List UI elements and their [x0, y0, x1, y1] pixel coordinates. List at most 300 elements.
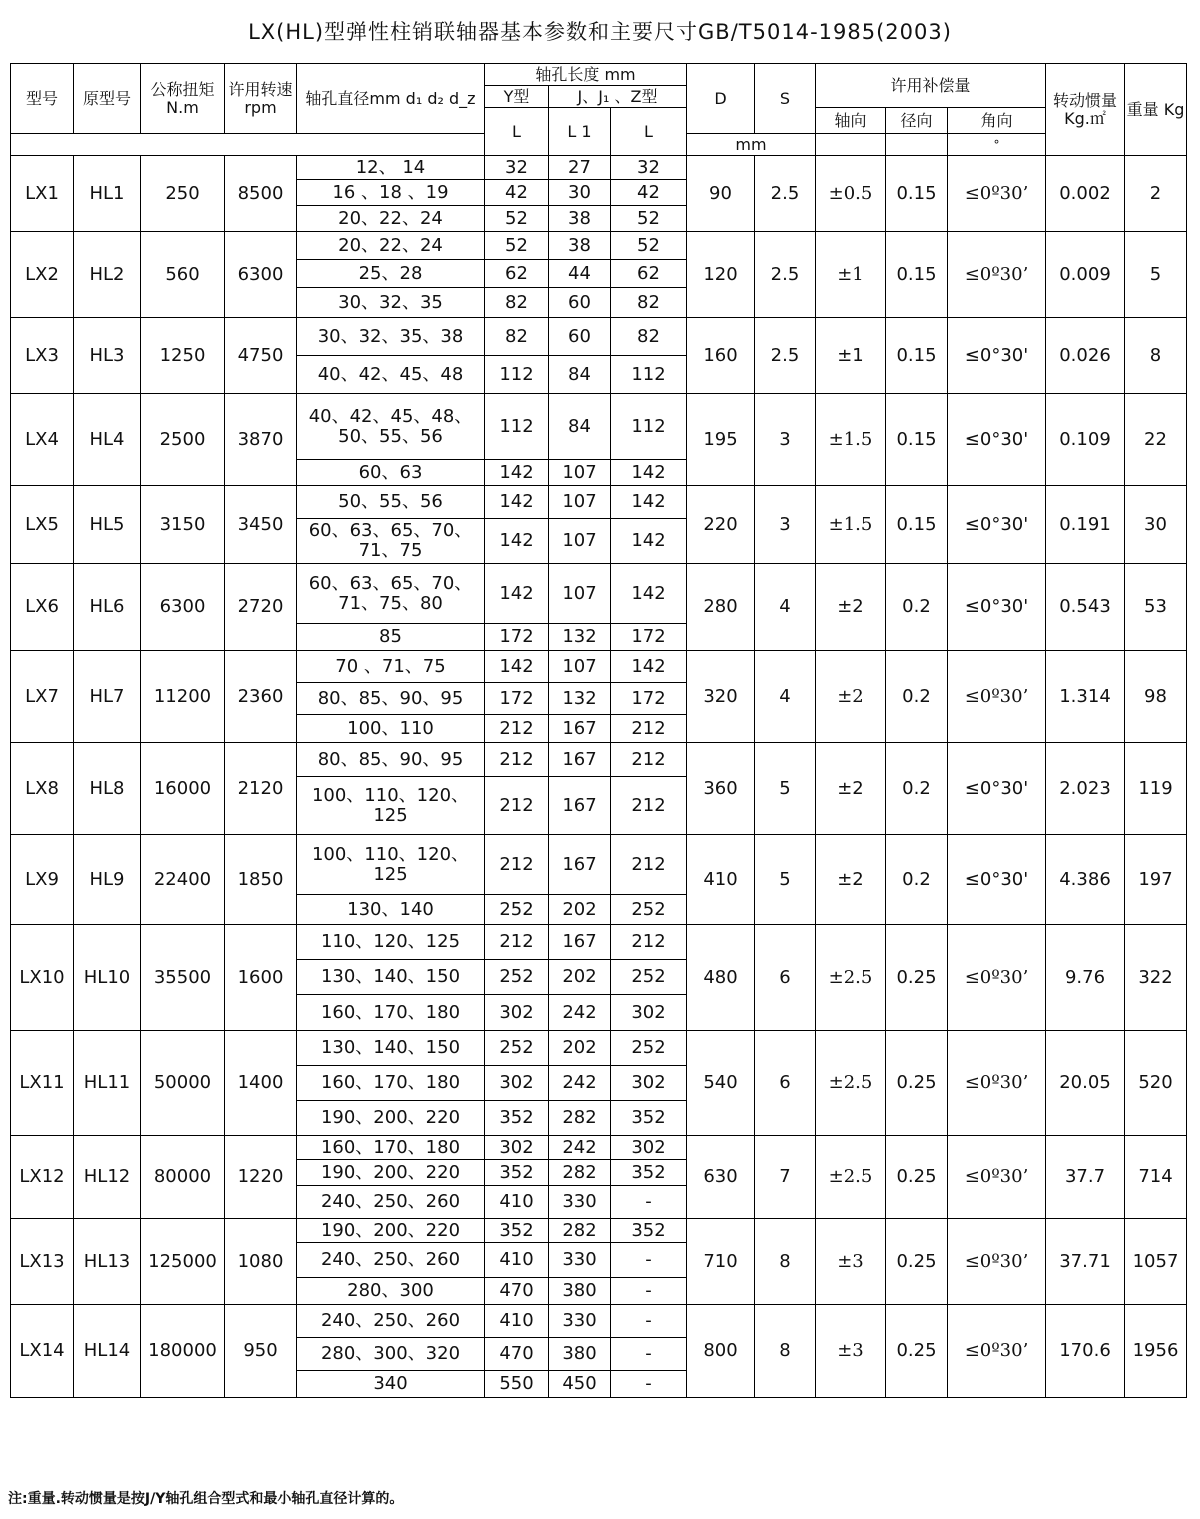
weight-cell: 98 — [1125, 651, 1187, 743]
bore-diameter-cell: 240、250、260 — [297, 1186, 485, 1219]
length-L1-cell: 167 — [549, 743, 611, 777]
orig-model-cell: HL12 — [74, 1136, 141, 1219]
length-L-cell: 52 — [485, 232, 549, 260]
table-row — [11, 232, 1187, 260]
weight-cell: 714 — [1125, 1136, 1187, 1219]
inertia-cell: 37.71 — [1046, 1219, 1125, 1305]
bore-diameter-cell: 70 、71、75 — [297, 651, 485, 683]
length-L-cell: 302 — [485, 995, 549, 1031]
length-L1-cell: 167 — [549, 835, 611, 895]
length-L1-cell: 132 — [549, 624, 611, 651]
length-L1-cell: 38 — [549, 232, 611, 260]
angular-cell: ≤0°30' — [948, 743, 1046, 835]
length-L-cell: 142 — [485, 564, 549, 624]
header-blank — [11, 134, 485, 156]
table-row — [11, 394, 1187, 460]
bore-diameter-cell: 340 — [297, 1371, 485, 1398]
bore-diameter-cell: 85 — [297, 624, 485, 651]
table-row — [11, 743, 1187, 777]
angular-cell: ≤0º30’ — [948, 156, 1046, 232]
D-cell: 360 — [687, 743, 755, 835]
length-Lz-cell: 142 — [611, 651, 687, 683]
inertia-cell: 0.009 — [1046, 232, 1125, 318]
length-L1-cell: 282 — [549, 1219, 611, 1243]
orig-model-cell: HL11 — [74, 1031, 141, 1136]
torque-cell: 3150 — [141, 486, 225, 564]
S-cell: 4 — [755, 564, 816, 651]
weight-cell: 322 — [1125, 925, 1187, 1031]
weight-cell: 520 — [1125, 1031, 1187, 1136]
length-L-cell: 352 — [485, 1101, 549, 1136]
model-cell: LX14 — [11, 1305, 74, 1398]
speed-cell: 6300 — [225, 232, 297, 318]
weight-cell: 1956 — [1125, 1305, 1187, 1398]
bore-diameter-cell: 100、110、120、 125 — [297, 835, 485, 895]
weight-cell: 2 — [1125, 156, 1187, 232]
S-cell: 3 — [755, 486, 816, 564]
axial-cell: ±0.5 — [816, 156, 886, 232]
orig-model-cell: HL3 — [74, 318, 141, 394]
S-cell: 6 — [755, 925, 816, 1031]
orig-model-cell: HL10 — [74, 925, 141, 1031]
header-radial: 径向 — [886, 108, 948, 134]
length-Lz-cell: 142 — [611, 486, 687, 519]
bore-diameter-cell: 30、32、35 — [297, 288, 485, 318]
bore-diameter-cell: 240、250、260 — [297, 1305, 485, 1338]
inertia-cell: 170.6 — [1046, 1305, 1125, 1398]
angular-cell: ≤0º30’ — [948, 1031, 1046, 1136]
length-Lz-cell: - — [611, 1371, 687, 1398]
weight-cell: 30 — [1125, 486, 1187, 564]
length-Lz-cell: 82 — [611, 318, 687, 356]
header-bore-diameter: 轴孔直径mm d₁ d₂ d_z — [297, 64, 485, 134]
length-L1-cell: 330 — [549, 1186, 611, 1219]
inertia-cell: 0.191 — [1046, 486, 1125, 564]
length-L1-cell: 167 — [549, 777, 611, 835]
bore-diameter-cell: 130、140 — [297, 895, 485, 925]
bore-diameter-cell: 100、110 — [297, 715, 485, 743]
angular-cell: ≤0°30' — [948, 394, 1046, 486]
S-cell: 5 — [755, 743, 816, 835]
bore-diameter-cell: 130、140、150 — [297, 1031, 485, 1066]
length-Lz-cell: 32 — [611, 156, 687, 180]
length-Lz-cell: 302 — [611, 995, 687, 1031]
length-Lz-cell: 302 — [611, 1066, 687, 1101]
speed-cell: 3870 — [225, 394, 297, 486]
radial-cell: 0.15 — [886, 394, 948, 486]
length-L-cell: 142 — [485, 460, 549, 486]
torque-cell: 180000 — [141, 1305, 225, 1398]
bore-diameter-cell: 40、42、45、48 — [297, 356, 485, 394]
inertia-cell: 4.386 — [1046, 835, 1125, 925]
model-cell: LX4 — [11, 394, 74, 486]
D-cell: 120 — [687, 232, 755, 318]
axial-cell: ±2.5 — [816, 925, 886, 1031]
model-cell: LX7 — [11, 651, 74, 743]
header-j-z-type: J、J₁ 、Z型 — [549, 86, 687, 108]
length-L-cell: 62 — [485, 260, 549, 288]
speed-cell: 1400 — [225, 1031, 297, 1136]
length-L-cell: 252 — [485, 1031, 549, 1066]
angular-cell: ≤0º30’ — [948, 1136, 1046, 1219]
torque-cell: 80000 — [141, 1136, 225, 1219]
table-row — [11, 1305, 1187, 1338]
model-cell: LX3 — [11, 318, 74, 394]
torque-cell: 11200 — [141, 651, 225, 743]
length-Lz-cell: 52 — [611, 232, 687, 260]
length-L1-cell: 202 — [549, 960, 611, 995]
length-L-cell: 410 — [485, 1186, 549, 1219]
table-row — [11, 925, 1187, 960]
length-L1-cell: 107 — [549, 460, 611, 486]
D-cell: 280 — [687, 564, 755, 651]
length-Lz-cell: 112 — [611, 394, 687, 460]
bore-diameter-cell: 160、170、180 — [297, 995, 485, 1031]
D-cell: 800 — [687, 1305, 755, 1398]
length-L-cell: 470 — [485, 1278, 549, 1305]
length-L-cell: 550 — [485, 1371, 549, 1398]
axial-cell: ±2 — [816, 651, 886, 743]
bore-diameter-cell: 60、63 — [297, 460, 485, 486]
length-Lz-cell: 172 — [611, 624, 687, 651]
axial-cell: ±1 — [816, 318, 886, 394]
bore-diameter-cell: 60、63、65、70、 71、75 — [297, 519, 485, 564]
speed-cell: 1220 — [225, 1136, 297, 1219]
bore-diameter-cell: 130、140、150 — [297, 960, 485, 995]
header-torque: 公称扭矩 N.m — [141, 64, 225, 134]
inertia-cell: 2.023 — [1046, 743, 1125, 835]
radial-cell: 0.15 — [886, 232, 948, 318]
length-L-cell: 32 — [485, 156, 549, 180]
length-L-cell: 352 — [485, 1219, 549, 1243]
header-model: 型号 — [11, 64, 74, 134]
angular-cell: ≤0º30’ — [948, 651, 1046, 743]
length-Lz-cell: 212 — [611, 777, 687, 835]
header-blank-radial — [886, 134, 948, 156]
table-header — [11, 64, 1187, 156]
model-cell: LX13 — [11, 1219, 74, 1305]
length-Lz-cell: 62 — [611, 260, 687, 288]
length-L-cell: 302 — [485, 1136, 549, 1160]
length-Lz-cell: - — [611, 1278, 687, 1305]
angular-cell: ≤0°30' — [948, 564, 1046, 651]
angular-cell: ≤0º30’ — [948, 1305, 1046, 1398]
length-Lz-cell: 82 — [611, 288, 687, 318]
length-L1-cell: 107 — [549, 651, 611, 683]
table-body — [11, 156, 1187, 1398]
S-cell: 5 — [755, 835, 816, 925]
orig-model-cell: HL9 — [74, 835, 141, 925]
inertia-cell: 37.7 — [1046, 1136, 1125, 1219]
inertia-cell: 9.76 — [1046, 925, 1125, 1031]
model-cell: LX2 — [11, 232, 74, 318]
length-Lz-cell: 112 — [611, 356, 687, 394]
orig-model-cell: HL2 — [74, 232, 141, 318]
length-Lz-cell: 352 — [611, 1219, 687, 1243]
length-Lz-cell: 252 — [611, 960, 687, 995]
D-cell: 90 — [687, 156, 755, 232]
length-L-cell: 410 — [485, 1243, 549, 1278]
D-cell: 710 — [687, 1219, 755, 1305]
torque-cell: 16000 — [141, 743, 225, 835]
length-L-cell: 172 — [485, 683, 549, 715]
D-cell: 630 — [687, 1136, 755, 1219]
D-cell: 540 — [687, 1031, 755, 1136]
D-cell: 160 — [687, 318, 755, 394]
model-cell: LX12 — [11, 1136, 74, 1219]
radial-cell: 0.2 — [886, 651, 948, 743]
bore-diameter-cell: 280、300 — [297, 1278, 485, 1305]
radial-cell: 0.25 — [886, 925, 948, 1031]
length-Lz-cell: 302 — [611, 1136, 687, 1160]
angular-cell: ≤0°30' — [948, 486, 1046, 564]
length-L1-cell: 167 — [549, 925, 611, 960]
header-L1: L 1 — [549, 108, 611, 156]
S-cell: 3 — [755, 394, 816, 486]
orig-model-cell: HL4 — [74, 394, 141, 486]
axial-cell: ±3 — [816, 1305, 886, 1398]
bore-diameter-cell: 25、28 — [297, 260, 485, 288]
bore-diameter-cell: 16 、18 、19 — [297, 180, 485, 206]
length-L1-cell: 330 — [549, 1243, 611, 1278]
bore-diameter-cell: 60、63、65、70、 71、75、80 — [297, 564, 485, 624]
bore-diameter-cell: 240、250、260 — [297, 1243, 485, 1278]
header-y-type: Y型 — [485, 86, 549, 108]
torque-cell: 125000 — [141, 1219, 225, 1305]
length-L-cell: 82 — [485, 318, 549, 356]
table-row — [11, 318, 1187, 356]
radial-cell: 0.25 — [886, 1136, 948, 1219]
header-mm: mm — [687, 134, 816, 156]
page-title: LX(HL)型弹性柱销联轴器基本参数和主要尺寸GB/T5014-1985(2003) — [248, 20, 952, 44]
speed-cell: 4750 — [225, 318, 297, 394]
table-row — [11, 486, 1187, 519]
orig-model-cell: HL1 — [74, 156, 141, 232]
length-Lz-cell: - — [611, 1338, 687, 1371]
header-L-z: L — [611, 108, 687, 156]
D-cell: 220 — [687, 486, 755, 564]
weight-cell: 5 — [1125, 232, 1187, 318]
header-weight: 重量 Kg — [1125, 64, 1187, 156]
speed-cell: 950 — [225, 1305, 297, 1398]
length-Lz-cell: - — [611, 1243, 687, 1278]
orig-model-cell: HL7 — [74, 651, 141, 743]
angular-cell: ≤0º30’ — [948, 232, 1046, 318]
header-inertia: 转动惯量 Kg.㎡ — [1046, 64, 1125, 156]
length-L1-cell: 167 — [549, 715, 611, 743]
orig-model-cell: HL5 — [74, 486, 141, 564]
length-L1-cell: 60 — [549, 288, 611, 318]
length-Lz-cell: - — [611, 1305, 687, 1338]
S-cell: 8 — [755, 1305, 816, 1398]
torque-cell: 560 — [141, 232, 225, 318]
table-row — [11, 1031, 1187, 1066]
model-cell: LX10 — [11, 925, 74, 1031]
length-L-cell: 212 — [485, 777, 549, 835]
inertia-cell: 1.314 — [1046, 651, 1125, 743]
speed-cell: 2720 — [225, 564, 297, 651]
D-cell: 480 — [687, 925, 755, 1031]
axial-cell: ±3 — [816, 1219, 886, 1305]
weight-cell: 8 — [1125, 318, 1187, 394]
torque-cell: 22400 — [141, 835, 225, 925]
axial-cell: ±1.5 — [816, 486, 886, 564]
length-L1-cell: 107 — [549, 519, 611, 564]
D-cell: 320 — [687, 651, 755, 743]
axial-cell: ±2 — [816, 564, 886, 651]
bore-diameter-cell: 12、 14 — [297, 156, 485, 180]
length-L-cell: 112 — [485, 356, 549, 394]
length-Lz-cell: 142 — [611, 460, 687, 486]
header-bore-length: 轴孔长度 mm — [485, 64, 687, 86]
speed-cell: 3450 — [225, 486, 297, 564]
length-L-cell: 212 — [485, 743, 549, 777]
speed-cell: 2360 — [225, 651, 297, 743]
length-L-cell: 410 — [485, 1305, 549, 1338]
length-L1-cell: 44 — [549, 260, 611, 288]
S-cell: 8 — [755, 1219, 816, 1305]
radial-cell: 0.15 — [886, 156, 948, 232]
table-row — [11, 1219, 1187, 1243]
angular-cell: ≤0º30’ — [948, 925, 1046, 1031]
length-L-cell: 212 — [485, 835, 549, 895]
S-cell: 6 — [755, 1031, 816, 1136]
length-L-cell: 142 — [485, 486, 549, 519]
D-cell: 410 — [687, 835, 755, 925]
length-L1-cell: 380 — [549, 1278, 611, 1305]
radial-cell: 0.25 — [886, 1219, 948, 1305]
length-L1-cell: 132 — [549, 683, 611, 715]
weight-cell: 119 — [1125, 743, 1187, 835]
length-L-cell: 212 — [485, 715, 549, 743]
length-Lz-cell: 212 — [611, 715, 687, 743]
angular-cell: ≤0°30' — [948, 318, 1046, 394]
length-Lz-cell: 52 — [611, 206, 687, 232]
header-orig-model: 原型号 — [74, 64, 141, 134]
bore-diameter-cell: 20、22、24 — [297, 206, 485, 232]
S-cell: 2.5 — [755, 156, 816, 232]
model-cell: LX11 — [11, 1031, 74, 1136]
length-Lz-cell: - — [611, 1186, 687, 1219]
S-cell: 7 — [755, 1136, 816, 1219]
speed-cell: 8500 — [225, 156, 297, 232]
length-L-cell: 142 — [485, 651, 549, 683]
bore-diameter-cell: 80、85、90、95 — [297, 683, 485, 715]
radial-cell: 0.25 — [886, 1031, 948, 1136]
bore-diameter-cell: 110、120、125 — [297, 925, 485, 960]
bore-diameter-cell: 160、170、180 — [297, 1136, 485, 1160]
torque-cell: 1250 — [141, 318, 225, 394]
table-row — [11, 651, 1187, 683]
S-cell: 2.5 — [755, 232, 816, 318]
weight-cell: 53 — [1125, 564, 1187, 651]
bore-diameter-cell: 190、200、220 — [297, 1160, 485, 1186]
length-L1-cell: 84 — [549, 356, 611, 394]
length-L-cell: 142 — [485, 519, 549, 564]
bore-diameter-cell: 50、55、56 — [297, 486, 485, 519]
axial-cell: ±1 — [816, 232, 886, 318]
bore-diameter-cell: 160、170、180 — [297, 1066, 485, 1101]
length-Lz-cell: 142 — [611, 564, 687, 624]
inertia-cell: 0.026 — [1046, 318, 1125, 394]
orig-model-cell: HL8 — [74, 743, 141, 835]
radial-cell: 0.15 — [886, 486, 948, 564]
header-blank-axial — [816, 134, 886, 156]
bore-diameter-cell: 80、85、90、95 — [297, 743, 485, 777]
S-cell: 4 — [755, 651, 816, 743]
length-L-cell: 352 — [485, 1160, 549, 1186]
length-Lz-cell: 212 — [611, 835, 687, 895]
header-speed: 许用转速 rpm — [225, 64, 297, 134]
length-L-cell: 252 — [485, 960, 549, 995]
length-L1-cell: 282 — [549, 1160, 611, 1186]
inertia-cell: 0.109 — [1046, 394, 1125, 486]
radial-cell: 0.2 — [886, 743, 948, 835]
header-L: L — [485, 108, 549, 156]
radial-cell: 0.25 — [886, 1305, 948, 1398]
length-L1-cell: 107 — [549, 564, 611, 624]
radial-cell: 0.2 — [886, 564, 948, 651]
torque-cell: 6300 — [141, 564, 225, 651]
torque-cell: 50000 — [141, 1031, 225, 1136]
axial-cell: ±2 — [816, 743, 886, 835]
model-cell: LX9 — [11, 835, 74, 925]
header-S: S — [755, 64, 816, 134]
length-L-cell: 82 — [485, 288, 549, 318]
bore-diameter-cell: 190、200、220 — [297, 1219, 485, 1243]
header-angular: 角向 — [948, 108, 1046, 134]
length-L1-cell: 27 — [549, 156, 611, 180]
axial-cell: ±1.5 — [816, 394, 886, 486]
model-cell: LX6 — [11, 564, 74, 651]
length-L-cell: 212 — [485, 925, 549, 960]
S-cell: 2.5 — [755, 318, 816, 394]
length-Lz-cell: 352 — [611, 1101, 687, 1136]
length-L1-cell: 380 — [549, 1338, 611, 1371]
bore-diameter-cell: 280、300、320 — [297, 1338, 485, 1371]
length-L1-cell: 282 — [549, 1101, 611, 1136]
length-L1-cell: 202 — [549, 895, 611, 925]
orig-model-cell: HL6 — [74, 564, 141, 651]
angular-cell: ≤0°30' — [948, 835, 1046, 925]
length-Lz-cell: 42 — [611, 180, 687, 206]
table-row — [11, 1136, 1187, 1160]
weight-cell: 197 — [1125, 835, 1187, 925]
length-L1-cell: 330 — [549, 1305, 611, 1338]
inertia-cell: 0.002 — [1046, 156, 1125, 232]
speed-cell: 1080 — [225, 1219, 297, 1305]
weight-cell: 22 — [1125, 394, 1187, 486]
axial-cell: ±2 — [816, 835, 886, 925]
model-cell: LX1 — [11, 156, 74, 232]
torque-cell: 250 — [141, 156, 225, 232]
length-L1-cell: 60 — [549, 318, 611, 356]
length-L-cell: 42 — [485, 180, 549, 206]
axial-cell: ±2.5 — [816, 1136, 886, 1219]
length-Lz-cell: 172 — [611, 683, 687, 715]
length-L-cell: 252 — [485, 895, 549, 925]
weight-cell: 1057 — [1125, 1219, 1187, 1305]
radial-cell: 0.15 — [886, 318, 948, 394]
inertia-cell: 0.543 — [1046, 564, 1125, 651]
length-Lz-cell: 352 — [611, 1160, 687, 1186]
header-axial: 轴向 — [816, 108, 886, 134]
length-Lz-cell: 252 — [611, 895, 687, 925]
length-L1-cell: 30 — [549, 180, 611, 206]
D-cell: 195 — [687, 394, 755, 486]
length-L1-cell: 107 — [549, 486, 611, 519]
torque-cell: 2500 — [141, 394, 225, 486]
